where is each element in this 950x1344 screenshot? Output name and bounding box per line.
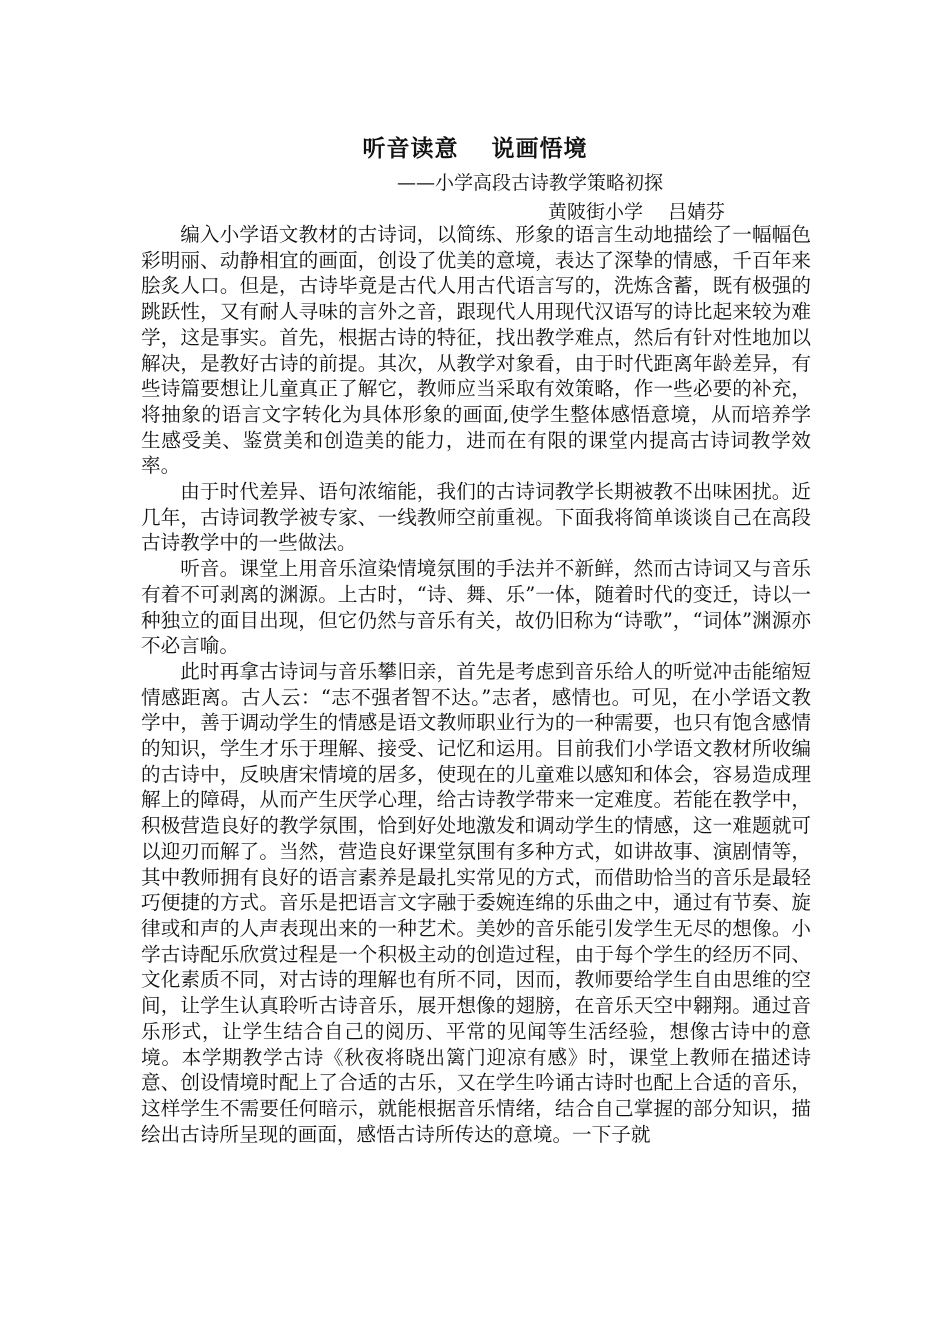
document-author: 黄陂街小学 吕婧芬 <box>548 201 726 223</box>
paragraph: 由于时代差异、语句浓缩能，我们的古诗词教学长期被教不出味困扰。近几年，古诗词教学被专家、一线教师空前重视。下面我将简单谈谈自己在高段古诗教学中的一些做法。 <box>141 480 811 555</box>
document-title: 听音读意 说画悟境 <box>362 135 588 162</box>
document-body <box>141 222 811 1147</box>
paragraph: 编入小学语文教材的古诗词，以简练、形象的语言生动地描绘了一幅幅色彩明丽、动静相宜的画面，创设了优美的意境，表达了深挚的情感，千百年来脍炙人口。但是，古诗毕竟是古代人用古代语言写的，洗炼含蓄，既有极强的跳跃性，又有耐人寻味的言外之音，跟现代人用现代汉语写的诗比起来较为难学，这是事实。首先，根据古诗的特征，找出教学难点，然后有针对性地加以解决，是教好古诗的前提。其次，从教学对象看，由于时代距离年龄差异，有些诗篇要想让儿童真正了解它，教师应当采取有效策略，作一些必要的补充，将抽象的语言文字转化为具体形象的画面,使学生整体感悟意境，从而培养学生感受美、鉴赏美和创造美的能力，进而在有限的课堂内提高古诗词教学效率。 <box>141 223 811 478</box>
paragraph: 听音。课堂上用音乐渲染情境氛围的手法并不新鲜，然而古诗词又与音乐有着不可剥离的渊源。上古时，“诗、舞、乐”一体，随着时代的变迁，诗以一种独立的面目出现，但它仍然与音乐有关，故仍旧称为“诗歌”，“词体”渊源亦不必言喻。 <box>141 557 811 658</box>
document-subtitle: ——小学高段古诗教学策略初探 <box>397 172 664 194</box>
paragraph: 此时再拿古诗词与音乐攀旧亲，首先是考虑到音乐给人的听觉冲击能缩短情感距离。古人云：“志不强者智不达。”志者，感情也。可见，在小学语文教学中，善于调动学生的情感是语文教师职业行为的一种需要，也只有饱含感情的知识，学生才乐于理解、接受、记忆和运用。目前我们小学语文教材所收编的古诗中，反映唐宋情境的居多，使现在的儿童难以感知和体会，容易造成理解上的障碍，从而产生厌学心理，给古诗教学带来一定难度。若能在教学中，积极营造良好的教学氛围，恰到好处地激发和调动学生的情感，这一难题就可以迎刃而解了。当然，营造良好课堂氛围有多种方式，如讲故事、演剧情等，其中教师拥有良好的语言素养是最扎实常见的方式，而借助恰当的音乐是最轻巧便捷的方式。音乐是把语言文字融于委婉连绵的乐曲之中，通过有节奏、旋律或和声的人声表现出来的一种艺术。美妙的音乐能引发学生无尽的想像。小学古诗配乐欣赏过程是一个积极主动的创造过程，由于每个学生的经历不同、文化素质不同，对古诗的理解也有所不同，因而，教师要给学生自由思维的空间，让学生认真聆听古诗音乐，展开想像的翅膀，在音乐天空中翱翔。通过音乐形式，让学生结合自己的阅历、平常的见闻等生活经验，想像古诗中的意境。本学期教学古诗《秋夜将晓出篱门迎凉有感》时，课堂上教师在描述诗意、创设情境时配上了合适的古乐，又在学生吟诵古诗时也配上合适的音乐，这样学生不需要任何暗示，就能根据音乐情绪，结合自己掌握的部分知识，描绘出古诗所呈现的画面，感悟古诗所传达的意境。一下子就 <box>141 659 811 1146</box>
